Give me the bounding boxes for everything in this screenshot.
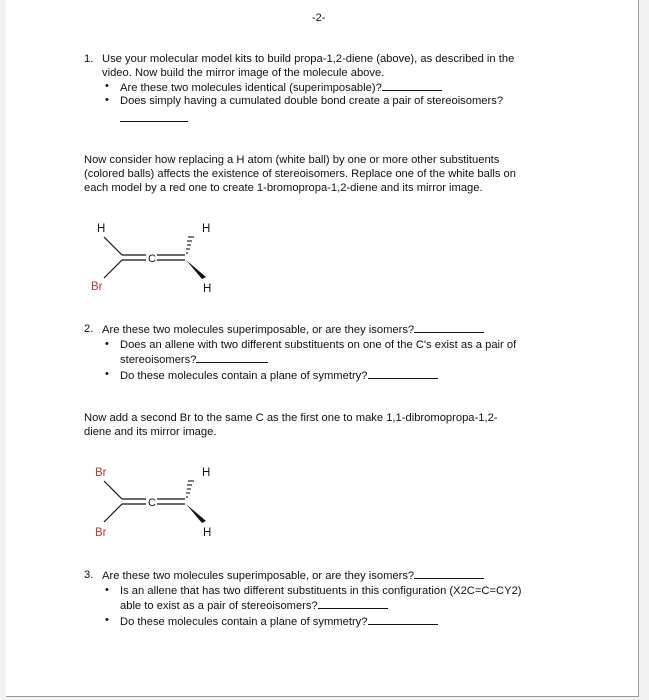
molecule2-bond-br-bottom xyxy=(104,504,122,522)
q3-answer-blank-1[interactable] xyxy=(414,568,484,579)
intro2-line3: each model by a red one to create 1-bromopropa-1,2-diene and its mirror image. xyxy=(84,182,483,194)
bullet-icon: • xyxy=(105,614,109,626)
worksheet-page xyxy=(6,0,639,697)
q1-bullet1-text: Are these two molecules identical (superimposable)? xyxy=(120,82,382,94)
molecule2-bottom-right-label: H xyxy=(203,527,212,539)
q2-bullet2-text: Do these molecules contain a plane of symmetry? xyxy=(120,370,368,382)
q1-line1: Use your molecular model kits to build propa-1,2-diene (above), as described in the xyxy=(102,53,515,65)
molecule1-bond-br xyxy=(104,260,122,278)
q2-bullet1-line2-text: stereoisomers? xyxy=(120,354,197,366)
molecule1-structure xyxy=(86,215,226,300)
molecule1-bottom-left-label: Br xyxy=(91,281,103,293)
q3-line1-text: Are these two molecules superimposable, or are they isomers? xyxy=(102,570,415,582)
intro2-line2: (colored balls) affects the existence of stereoisomers. Replace one of the white balls on xyxy=(84,168,516,180)
molecule2-top-right-label: H xyxy=(202,467,211,479)
q2-answer-blank-3[interactable] xyxy=(368,368,438,379)
bullet-icon: • xyxy=(105,94,109,106)
bullet-icon: • xyxy=(105,584,109,596)
q2-line1-text: Are these two molecules superimposable, or are they isomers? xyxy=(102,324,415,336)
molecule1-top-left-label: H xyxy=(97,223,106,235)
bullet-icon: • xyxy=(105,80,109,92)
intro3-line2: diene and its mirror image. xyxy=(84,426,217,438)
q3-answer-blank-2[interactable] xyxy=(318,598,388,609)
q1-line2: video. Now build the mirror image of the molecule above. xyxy=(102,67,385,79)
q2-number: 2. xyxy=(84,323,94,335)
q1-answer-blank-2[interactable] xyxy=(120,111,188,122)
q3-line1 xyxy=(102,568,484,584)
q3-bullet1-line2-text: able to exist as a pair of stereoisomers? xyxy=(120,600,318,612)
molecule2-center-carbon: C xyxy=(148,497,156,509)
q2-bullet1-line2 xyxy=(120,352,268,368)
q3-answer-blank-3[interactable] xyxy=(368,614,438,625)
molecule2-bottom-left-label: Br xyxy=(95,527,107,539)
q3-bullet2 xyxy=(120,614,438,630)
bullet-icon: • xyxy=(105,368,109,380)
molecule1-wedge-bond xyxy=(186,260,206,279)
molecule2-hashed-bond xyxy=(186,481,194,497)
q1-answer-blank-1[interactable] xyxy=(382,80,442,91)
molecule2-bond-br-top xyxy=(104,481,122,499)
molecule1-hashed-bond xyxy=(186,237,194,253)
q2-answer-blank-2[interactable] xyxy=(196,352,268,363)
q3-bullet2-text: Do these molecules contain a plane of symmetry? xyxy=(120,616,368,628)
intro3-line1: Now add a second Br to the same C as the first one to make 1,1-dibromopropa-1,2- xyxy=(84,412,498,424)
q2-bullet1-line1: Does an allene with two different substituents on one of the C's exist as a pair of xyxy=(120,339,517,351)
page-number: -2- xyxy=(312,12,326,24)
molecule1-top-right-label: H xyxy=(202,223,211,235)
q3-bullet1-line2 xyxy=(120,598,388,614)
molecule1-bond-h xyxy=(104,237,122,255)
q2-answer-blank-1[interactable] xyxy=(414,322,484,333)
molecule2-structure xyxy=(86,459,226,544)
molecule2-top-left-label: Br xyxy=(95,467,107,479)
bullet-icon: • xyxy=(105,338,109,350)
molecule1-center-carbon: C xyxy=(148,253,156,265)
q2-line1 xyxy=(102,322,484,338)
molecule1-bottom-right-label: H xyxy=(203,283,212,295)
q3-bullet1-line1: Is an allene that has two different substituents in this configuration (X2C=C=CY2) xyxy=(120,585,522,597)
intro2-line1: Now consider how replacing a H atom (white ball) by one or more other substituents xyxy=(84,154,500,166)
molecule2-wedge-bond xyxy=(186,504,206,523)
q1-bullet2: Does simply having a cumulated double bond create a pair of stereoisomers? xyxy=(120,95,504,107)
q1-number: 1. xyxy=(84,53,94,65)
q2-bullet2 xyxy=(120,368,438,384)
q3-number: 3. xyxy=(84,569,94,581)
